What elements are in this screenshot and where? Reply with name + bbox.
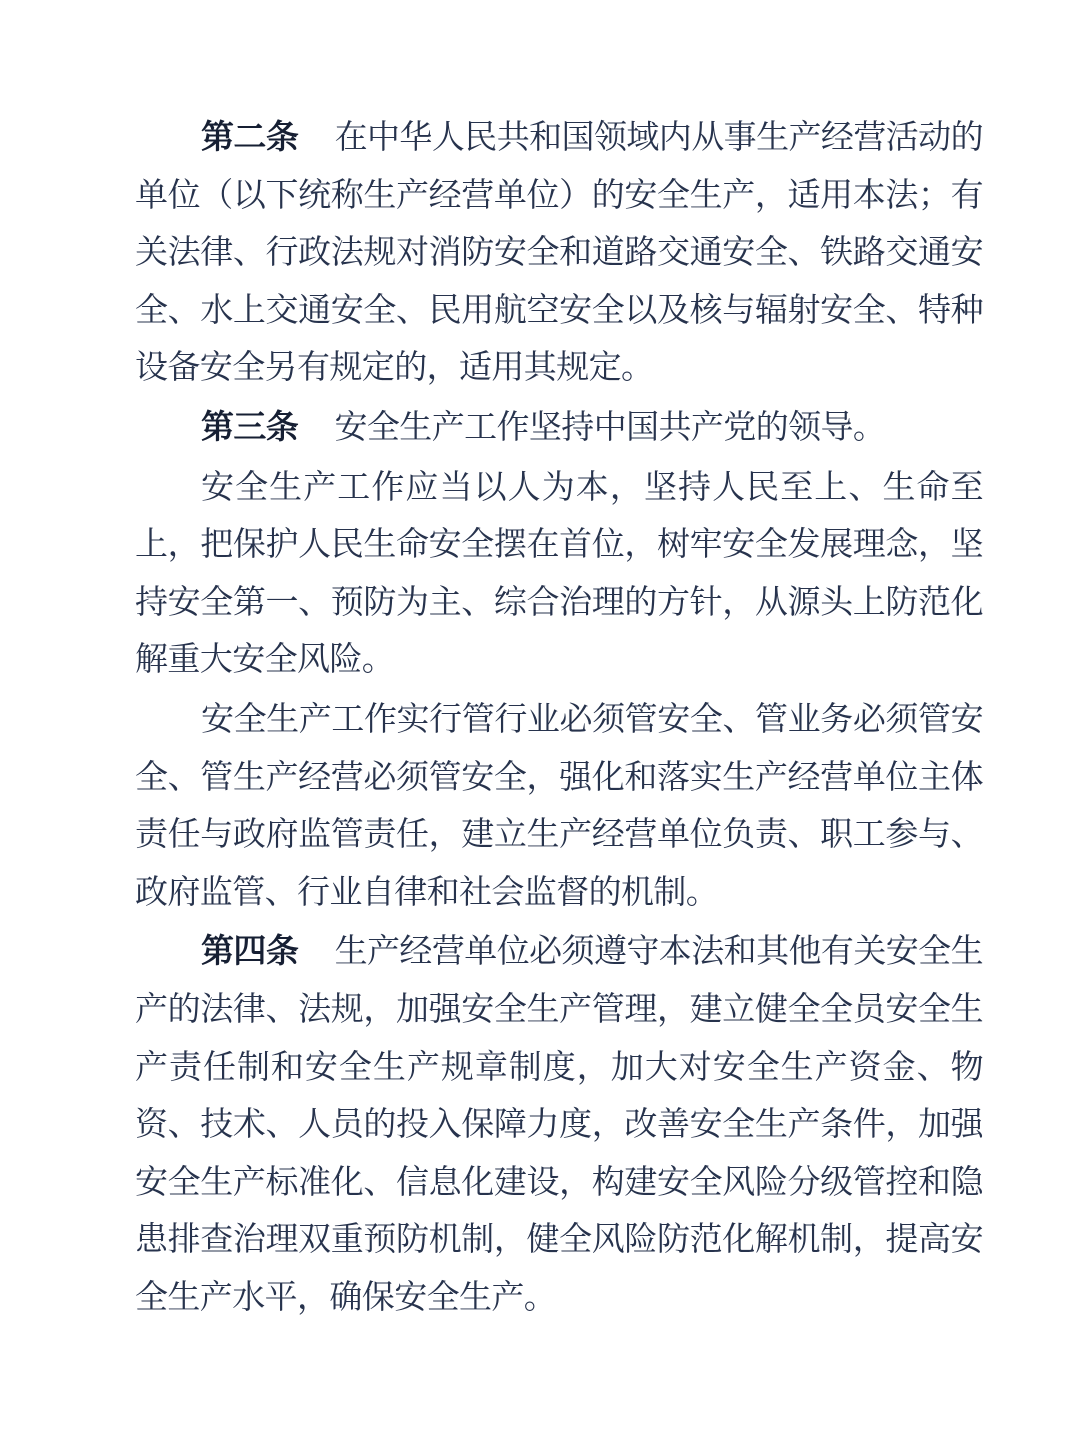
paragraph-article-3-clause-2 (135, 458, 983, 690)
article-2-number: 第二条 (201, 118, 299, 155)
article-4-text: 生产经营单位必须遵守本法和其他有关安全生产的法律、法规，加强安全生产管理，建立健全全员安全生产责任制和安全生产规章制度，加大对安全生产资金、物资、技术、人员的投入保障力度，改善安全生产条件，加强安全生产标准化、信息化建设，构建安全风险分级管控和隐患排查治理双重预防机制，健全风险防范化解机制，提高安全生产水平，确保安全生产。 (135, 934, 983, 1316)
article-3-text: 安全生产工作坚持中国共产党的领导。 (334, 409, 886, 446)
article-3-clause-3-text: 安全生产工作实行管行业必须管安全、管业务必须管安全、管生产经营必须管安全，强化和落实生产经营单位主体责任与政府监管责任，建立生产经营单位负责、职工参与、政府监管、行业自律和社会监督的机制。 (135, 701, 983, 911)
paragraph-article-3-clause-3 (135, 690, 983, 922)
article-3-clause-2-text: 安全生产工作应当以人为本，坚持人民至上、生命至上，把保护人民生命安全摆在首位，树牢安全发展理念，坚持安全第一、预防为主、综合治理的方针，从源头上防范化解重大安全风险。 (135, 469, 983, 679)
article-4-number: 第四条 (201, 932, 299, 970)
article-2-text: 在中华人民共和国领域内从事生产经营活动的单位（以下统称生产经营单位）的安全生产，适用本法；有关法律、行政法规对消防安全和道路交通安全、铁路交通安全、水上交通安全、民用航空安全以及核与辐射安全、特种设备安全另有规定的，适用其规定。 (135, 120, 983, 387)
paragraph-article-2 (135, 108, 983, 398)
article-3-number: 第三条 (201, 407, 299, 445)
paragraph-article-4 (135, 922, 983, 1327)
paragraph-article-3 (135, 398, 983, 458)
